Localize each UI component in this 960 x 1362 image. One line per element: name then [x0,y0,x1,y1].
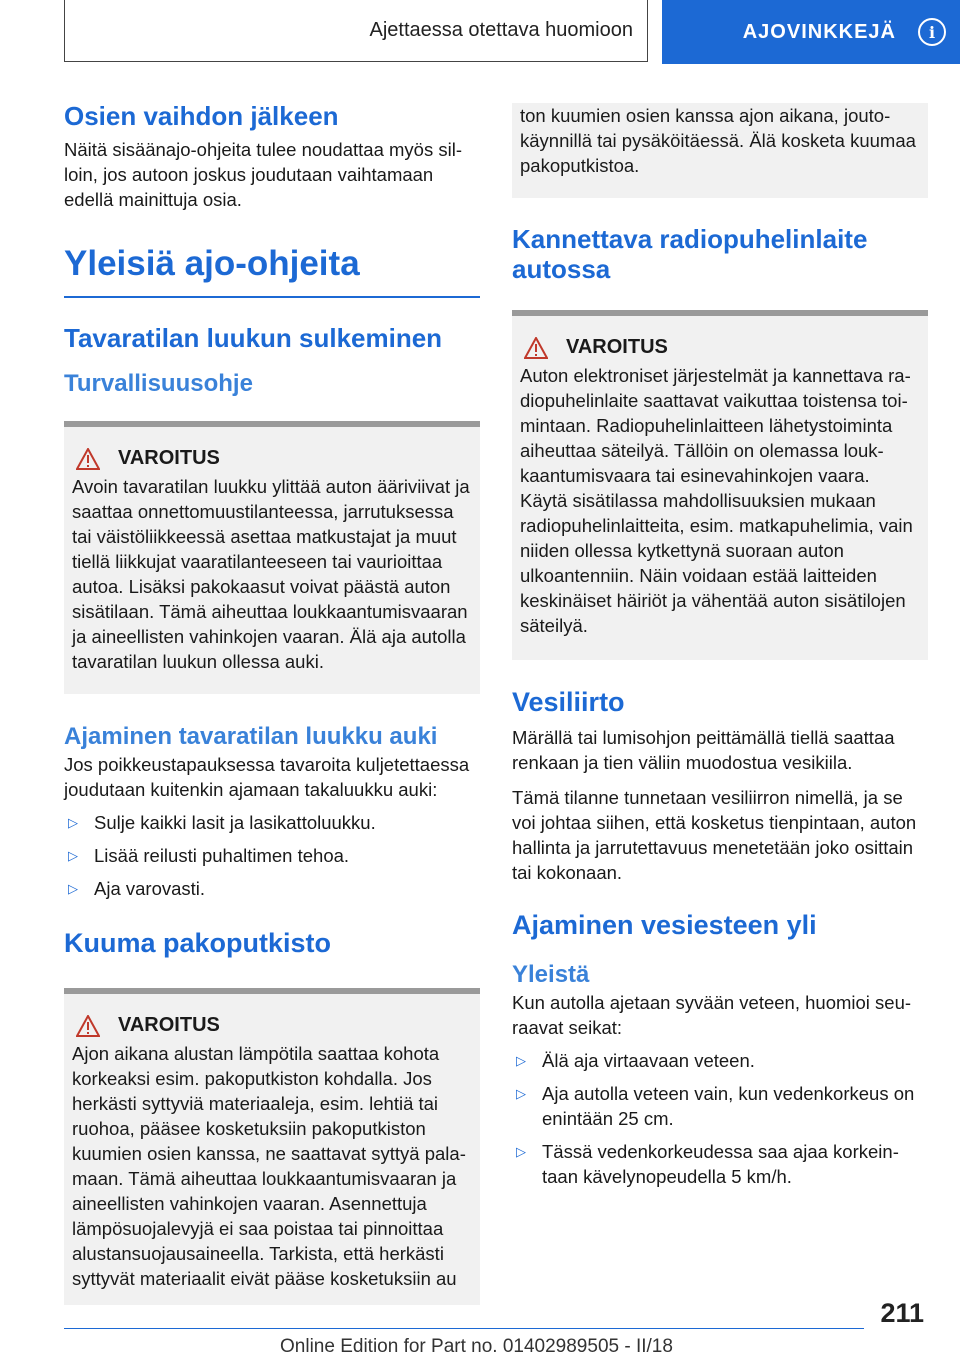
heading-water: Ajaminen vesiesteen yli [512,910,817,940]
heading-safety: Turvallisuusohje [64,370,253,397]
warning-icon [76,1015,100,1037]
warning-title [76,447,470,470]
list-item: ▷ Aja varovasti. [64,876,480,901]
warning-icon [524,337,548,359]
chapter-label: AJOVINKKEJÄ [742,20,896,43]
heading-after-parts: Osien vaihdon jälkeen [64,101,339,131]
heading-trunk: Tavaratilan luukun sulkeminen [64,323,443,353]
list-item: ▷ Lisää reilusti puhaltimen tehoa. [64,843,480,868]
list-item: ▷ Aja autolla veteen vain, kun vedenkorkeus on enintään 25 cm. [512,1081,928,1131]
list-item: ▷ Sulje kaikki lasit ja lasikattoluukku. [64,810,480,835]
warning-box [512,310,928,660]
warning-box-continued [512,103,928,198]
warning-box [64,421,480,694]
warning-label: VAROITUS [566,336,668,358]
list-item: ▷ Älä aja virtaavaan veteen. [512,1048,928,1073]
triangle-bullet-icon: ▷ [68,815,78,830]
heading-radio: Kannettava radiopuhelinlaite autossa [512,224,868,284]
warning-box [64,988,480,1305]
triangle-bullet-icon: ▷ [516,1086,526,1101]
section-title: Ajettaessa otettava huomioon [64,0,648,62]
warning-label: VAROITUS [118,447,220,469]
paragraph-open-trunk: Jos poikkeustapauksessa tavaroita kuljetettaessa joudutaan kuitenkin ajamaan takaluukku auki: [64,754,470,800]
paragraph-water: Kun autolla ajetaan syvään veteen, huomioi seuraavat seikat: [512,992,912,1038]
page-header [64,0,960,64]
warning-title [524,336,918,359]
paragraph-aquaplaning-1: Märällä tai lumisohjon peittämällä tiellä saattaa renkaan ja tien väliin muodostua vesikiila. [512,727,895,773]
warning-title [76,1014,470,1037]
warning-text: Ajon aikana alustan lämpötila saattaa kohota korkeaksi esim. pakoputkiston kohdalla. Jos herkästi syttyviä materiaaleja, esim. lehtiä tai ruohoa, pääsee kosketuksiin pakoputkiston kuumien osien kanssa, ne saattavat syttyä palamaan. Tämä aiheuttaa loukkaantumisvaaran ja aineellisten vahinkojen vaaran. Asennettuja lämpösuojalevyjä ei saa poistaa tai pinnoittaa alustansuojausaineella. Tarkista, että herkästi syttyvät materiaalit eivät pääse kosketuksiin au [72,1043,466,1289]
footer-divider [64,1328,864,1329]
heading-general: Yleisiä ajo-ohjeita [64,244,360,283]
warning-text: Avoin tavaratilan luukku ylittää auton ääriviivat ja saattaa onnettomuustilanteessa, jarrutuksessa tai väistöliikkeessä asettaa matkustajat ja muut tiellä liikkujat vaaratilanteeseen tai vaurioittaa autoa. Lisäksi pakokaasut voivat päästä auton sisätilaan. Tämä aiheuttaa loukkaantumisvaaran ja aineellisten vahinkojen vaaran. Älä aja autolla tavaratilan luukun ollessa auki. [72,476,470,672]
paragraph-after-parts: Näitä sisäänajo-ohjeita tulee noudattaa myös silloin, jos autoon joskus joudutaan vaihtamaan edellä mainittuja osia. [64,139,462,210]
right-column [512,103,928,1197]
heading-open-trunk: Ajaminen tavaratilan luukku auki [64,723,438,750]
info-icon[interactable]: i [918,18,946,46]
left-column [64,100,480,1305]
heading-general-2: Yleistä [512,961,590,988]
list-item: ▷ Tässä vedenkorkeudessa saa ajaa korkeintaan kävelynopeudella 5 km/h. [512,1139,928,1189]
warning-icon [76,448,100,470]
triangle-bullet-icon: ▷ [68,881,78,896]
paragraph-aquaplaning-2: Tämä tilanne tunnetaan vesiliirron nimellä, ja se voi johtaa siihen, että kosketus tienpintaan, auton hallinta ja jarrutettavuus menetetään joko osittain tai kokonaan. [512,787,917,883]
page-number: 211 [880,1298,924,1328]
triangle-bullet-icon: ▷ [516,1144,526,1159]
bullet-list [512,1048,928,1189]
chapter-tab[interactable] [662,0,960,64]
heading-exhaust: Kuuma pakoputkisto [64,928,332,958]
warning-text: Auton elektroniset järjestelmät ja kannettava radiopuhelinlaite saattavat vaikuttaa toistensa toimintaan. Radiopuhelinlaitteen lähetystoiminta aiheuttaa säteilyä. Tällöin on olemassa loukkaantumisvaara tai esinevahinkojen vaara. Käytä sisätilassa mahdollisuuksien mukaan radiopuhelinlaitteita, esim. matkapuhelimia, vain niiden ollessa kytkettynä suoraan auton ulkoantenniin. Näin voidaan estää laitteiden keskinäiset häiriöt ja vähentää auton sisätilojen säteilyä. [520,365,913,636]
bullet-list [64,810,480,901]
heading-aquaplaning: Vesiliirto [512,687,625,717]
warning-text: ton kuumien osien kanssa ajon aikana, joutokäynnillä tai pysäköitäessä. Älä kosketa kuumaa pakoputkistoa. [520,105,916,176]
triangle-bullet-icon: ▷ [516,1053,526,1068]
triangle-bullet-icon: ▷ [68,848,78,863]
edition-footer: Online Edition for Part no. 01402989505 - II/18 [280,1336,673,1357]
warning-label: VAROITUS [118,1014,220,1036]
